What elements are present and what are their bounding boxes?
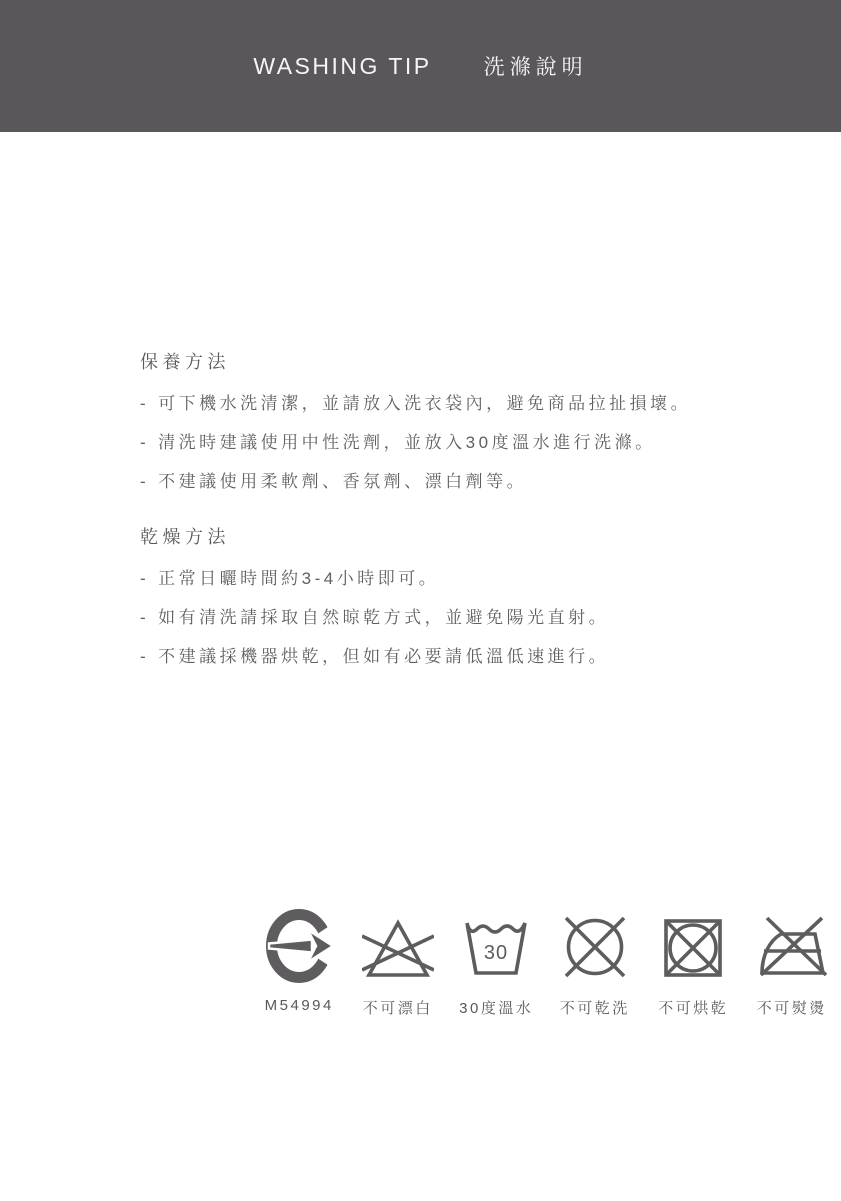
list-item — [140, 646, 841, 668]
care-symbol-tumble-dry — [644, 904, 743, 1018]
bullet-dash: - — [140, 472, 150, 491]
do-not-dry-clean-icon — [559, 904, 631, 984]
care-symbol-certification — [250, 904, 349, 1018]
bullet-dash: - — [140, 647, 150, 666]
list-item-text: 清洗時建議使用中性洗劑，並放入30度溫水進行洗滌。 — [158, 433, 656, 452]
do-not-iron-icon — [754, 904, 830, 984]
section-title: 乾燥方法 — [140, 527, 230, 547]
care-list — [140, 393, 841, 493]
header-title-zh: 洗滌說明 — [483, 56, 588, 79]
care-symbols-row — [250, 904, 841, 1018]
do-not-tumble-dry-icon — [657, 904, 729, 984]
care-symbol-label: 不可乾洗 — [559, 1000, 630, 1017]
care-symbol-label: 不可熨燙 — [756, 1000, 827, 1017]
section-dry-method — [140, 526, 841, 668]
wash-temp-value: 30 — [484, 942, 509, 964]
header-title-en: WASHING TIP — [253, 52, 432, 79]
bullet-dash: - — [140, 394, 150, 413]
care-symbol-label: 30度溫水 — [459, 1000, 534, 1017]
section-title: 保養方法 — [140, 352, 230, 372]
list-item-text: 如有清洗請採取自然晾乾方式，並避免陽光直射。 — [158, 608, 610, 627]
care-symbol-wash-temp — [447, 904, 546, 1018]
bullet-dash: - — [140, 433, 150, 452]
certification-mark-icon — [264, 904, 334, 984]
do-not-bleach-icon — [362, 904, 434, 984]
care-symbol-dry-clean — [546, 904, 645, 1018]
bullet-dash: - — [140, 569, 150, 588]
wash-30-icon — [459, 904, 533, 984]
care-symbol-label: 不可烘乾 — [658, 1000, 729, 1017]
list-item-text: 不建議採機器烘乾，但如有必要請低溫低速進行。 — [158, 647, 610, 666]
list-item-text: 正常日曬時間約3-4小時即可。 — [158, 569, 440, 588]
care-symbol-iron — [743, 904, 841, 1018]
list-item — [140, 607, 841, 629]
care-list — [140, 568, 841, 668]
list-item-text: 不建議使用柔軟劑、香氛劑、漂白劑等。 — [158, 472, 528, 491]
section-care-method — [140, 351, 841, 493]
list-item — [140, 568, 841, 590]
list-item — [140, 393, 841, 415]
header-banner — [0, 0, 841, 132]
care-instructions — [0, 132, 841, 1018]
bullet-dash: - — [140, 608, 150, 627]
list-item — [140, 432, 841, 454]
care-symbol-label: M54994 — [264, 997, 334, 1014]
list-item-text: 可下機水洗清潔，並請放入洗衣袋內，避免商品拉扯損壞。 — [158, 394, 692, 413]
list-item — [140, 471, 841, 493]
care-symbol-bleach — [349, 904, 448, 1018]
care-symbol-label: 不可漂白 — [362, 1000, 433, 1017]
